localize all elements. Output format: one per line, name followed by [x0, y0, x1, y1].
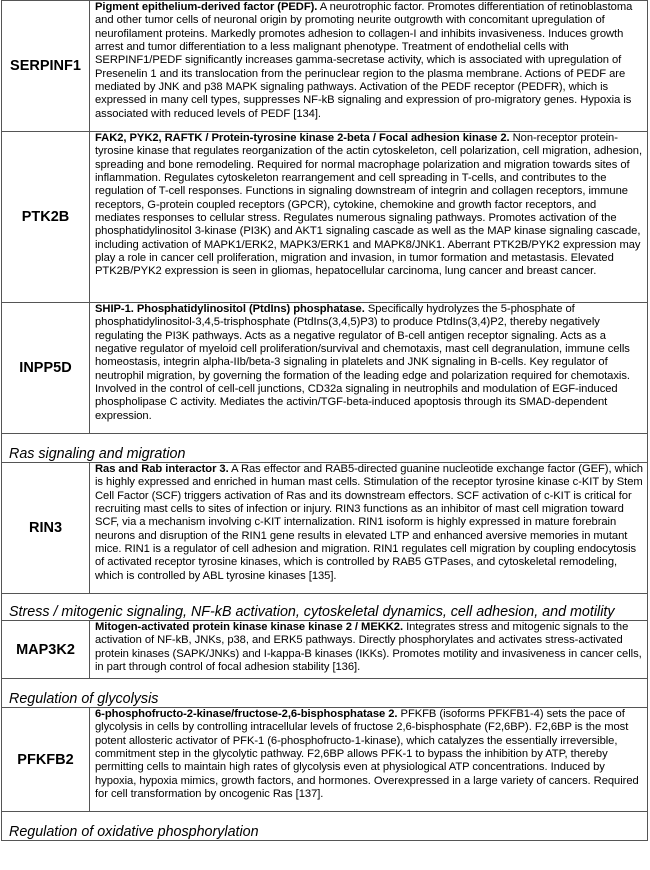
table-row: [2, 463, 648, 594]
gene-description-title: Ras and Rab interactor 3.: [95, 463, 229, 475]
table-row: [2, 621, 648, 679]
section-heading-oxphos: Regulation of oxidative phosphorylation: [2, 812, 648, 841]
table-row: [2, 303, 648, 434]
section-header-row: [2, 679, 648, 708]
table-row: [2, 708, 648, 812]
section-header-row: [2, 434, 648, 463]
gene-description: [90, 303, 648, 434]
table-row: [2, 132, 648, 303]
gene-description: [90, 1, 648, 132]
section-header-row: [2, 812, 648, 841]
gene-description: [90, 463, 648, 594]
section-heading-glycolysis: Regulation of glycolysis: [2, 679, 648, 708]
gene-description-text: A neurotrophic factor. Promotes differentiation of retinoblastoma and other tumor cells of neuronal origin by promoting neurite outgrowth with concomitant upregulation of neurofilament proteins. Markedly promotes adhesion to collagen-I and inhibits invasiveness. Induces growth arrest and tumor differentiation to a less malignant phenotype. Treatment of endothelial cells with SERPINF1/PEDF significantly increases gamma-secretase activity, which is associated with upregulation of Presenelin 1 and its translocation from the perinuclear region to the plasma membrane. Actions of PEDF are mediated by JNK and p38 MAPK signaling pathways. Activation of the PEDF receptor (PEDFR), which is expressed in many cell types, suppresses NF-kB signaling and expression of pro-migratory genes. Hypoxia is associated with reduced levels of PEDF [134].: [95, 1, 633, 120]
section-heading-ras: Ras signaling and migration: [2, 434, 648, 463]
gene-name: RIN3: [2, 463, 90, 594]
section-heading-stress: Stress / mitogenic signaling, NF-kB activation, cytoskeletal dynamics, cell adhesion, and motility: [2, 594, 648, 621]
gene-description-title: FAK2, PYK2, RAFTK / Protein-tyrosine kinase 2-beta / Focal adhesion kinase 2.: [95, 132, 510, 144]
gene-description: [90, 132, 648, 303]
table-row: [2, 1, 648, 132]
gene-name: PTK2B: [2, 132, 90, 303]
gene-description: [90, 621, 648, 679]
gene-function-table: [1, 0, 648, 841]
gene-description-text: Specifically hydrolyzes the 5-phosphate of phosphatidylinositol-3,4,5-trisphosphate (PtdIns(3,4,5)P3) to produce PtdIns(3,4)P2, thereby negatively regulating the PI3K pathways. Acts as a negative regulator of B-cell antigen receptor signaling. Acts as a negative regulator of myeloid cell proliferation/survival and chemotaxis, mast cell degranulation, immune cells homeostasis, integrin alpha-IIb/beta-3 signaling in platelets and JNK signaling in B-cells. Key regulator of neutrophil migration, by governing the formation of the leading edge and polarization required for chemotaxis. Involved in the control of cell-cell junctions, CD32a signaling in neutrophils and modulation of EGF-induced phospholipase C activity. Mediates the activin/TGF-beta-induced apoptosis through its SMAD-dependent expression.: [95, 303, 630, 422]
section-header-row: [2, 594, 648, 621]
gene-description: [90, 708, 648, 812]
gene-description-text: Non-receptor protein-tyrosine kinase that regulates reorganization of the actin cytoskeleton, cell polarization, cell migration, adhesion, spreading and bone remodeling. Required for normal macrophage polarization and migration towards sites of inflammation. Regulates cytoskeleton rearrangement and cell spreading in T-cells, and contributes to the regulation of T-cell responses. Functions in signaling downstream of integrin and collagen receptors, immune receptors, G-protein coupled receptors (GPCR), cytokine, chemokine and growth factor receptors, and mediates responses to cellular stress. Regulates numerous signaling pathways. Promotes activation of the phosphatidylinositol 3-kinase (PI3K) and AKT1 signaling cascade as well as the MAP kinase signaling cascade, including activation of MAPK1/ERK2, MAPK3/ERK1 and MAPK8/JNK1. Aberrant PTK2B/PYK2 expression may play a role in cancer cell proliferation, migration and invasion, in tumor formation and metastasis. Elevated PTK2B/PYK2 expression is seen in gliomas, hepatocellular carcinoma, lung cancer and breast cancer.: [95, 132, 642, 278]
gene-name: MAP3K2: [2, 621, 90, 679]
gene-description-text: Integrates stress and mitogenic signals to the activation of NF-kB, JNKs, p38, and ERK5 pathways. Directly phosphorylates and activates stress-activated protein kinases (SAPK/JNKs) and I-kappa-B kinases (IKKs). Promotes motility and invasiveness in cancer cells, in part through control of focal adhesion stability [136].: [95, 621, 642, 674]
gene-name: INPP5D: [2, 303, 90, 434]
gene-description-text: A Ras effector and RAB5-directed guanine nucleotide exchange factor (GEF), which is highly expressed and enriched in human mast cells. Stimulation of the receptor tyrosine kinase c-KIT by Stem Cell Factor (SCF) triggers activation of Ras and its downstream effectors. SCF activation of c-KIT is critical for recruiting mast cells to sites of infection or injury. RIN3 functions as an inhibitor of mast cell migration toward SCF, via a mechanism involving c-KIT internalization. RIN1 isoform is highly expressed in mature forebrain neurons and disruption of the RIN1 gene results in elevated LTP and enhanced aversive memories in mutant mice. RIN1 is a regulator of cell adhesion and migration. RIN1 regulates cell migration by coupling endocytosis of activated receptor tyrosine kinases, which is controlled by RAB5 GTPases, and cytoskeletal remodeling, which is controlled by ABL tyrosine kinases [135].: [95, 463, 643, 582]
gene-name: SERPINF1: [2, 1, 90, 132]
gene-description-title: SHIP-1. Phosphatidylinositol (PtdIns) phosphatase.: [95, 303, 365, 315]
gene-description-title: Pigment epithelium-derived factor (PEDF).: [95, 1, 318, 13]
gene-description-text: PFKFB (isoforms PFKFB1-4) sets the pace of glycolysis in cells by controlling intracellular levels of fructose 2,6-bisphosphate (F2,6BP). F2,6BP is the most potent allosteric activator of PFK-1 (6-phosphofructo-1-kinase), which catalyzes the essentially irreversible, commitment step in the glycolytic pathway. F2,6BP allows PFK-1 to bypass the inhibition by ATP, thereby permitting cells to maintain high rates of glycolysis even at physiological ATP concentrations. Induced by hypoxia, hypoxia mimics, growth factors, and hormones. Overexpressed in a large variety of cancers. Required for cell transformation by oncogenic Ras [137].: [95, 708, 639, 801]
gene-description-title: 6-phosphofructo-2-kinase/fructose-2,6-bisphosphatase 2.: [95, 708, 398, 720]
gene-description-title: Mitogen-activated protein kinase kinase kinase 2 / MEKK2.: [95, 621, 404, 633]
gene-name: PFKFB2: [2, 708, 90, 812]
